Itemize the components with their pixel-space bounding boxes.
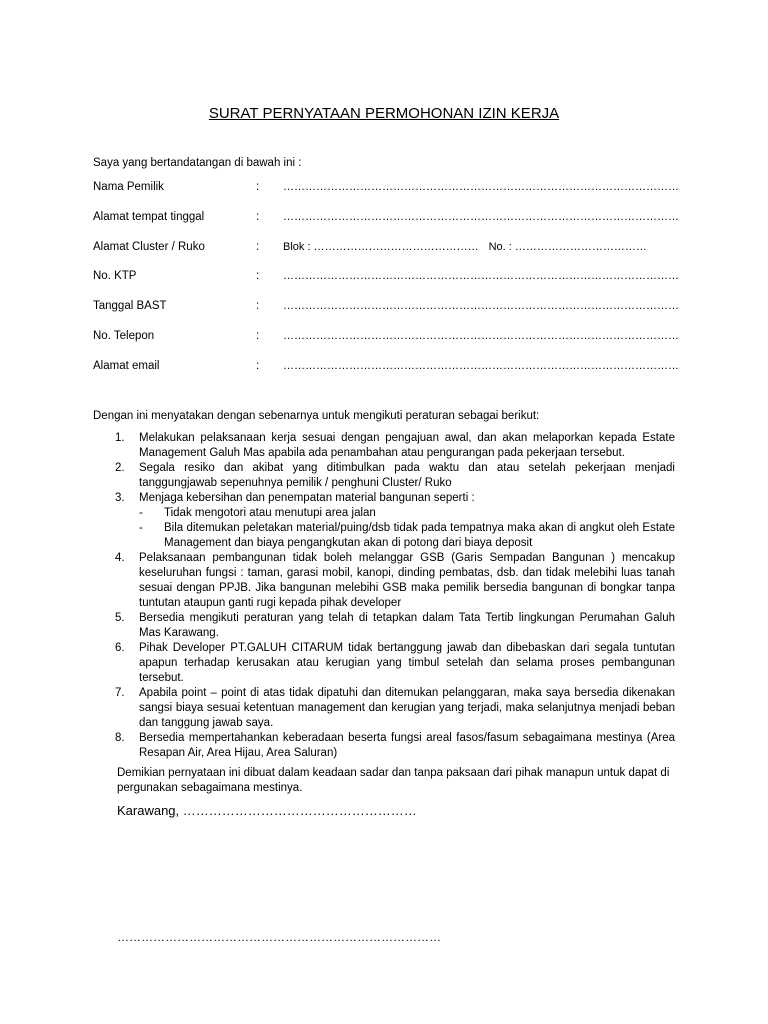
closing-text: Demikian pernyataan ini dibuat dalam keadaan sadar dan tanpa paksaan dari pihak manapun untuk dapat di pergunakan sebagaimana mestinya. xyxy=(117,767,670,794)
rule-text: Apabila point – point di atas tidak dipatuhi dan ditemukan pelanggaran, maka saya bersedia dikenakan sangsi biaya sesuai ketentuan management dan kerugian yang terjadi, maka selanjutnya menjadi beban dan tanggung jawab saya. xyxy=(139,687,675,729)
rule-number: 8. xyxy=(115,732,125,744)
rule-number: 7. xyxy=(115,687,125,699)
rule-item xyxy=(93,731,675,761)
field-cluster-address xyxy=(93,240,647,270)
rule-item xyxy=(93,641,675,686)
field-blank: ……………………………………………………………………………………………… xyxy=(283,210,679,223)
field-colon: : xyxy=(256,210,260,223)
sub-item xyxy=(139,506,675,521)
statement-text: Dengan ini menyatakan dengan sebenarnya untuk mengikuti peraturan sebagai berikut: xyxy=(93,410,540,422)
field-blank: ……………………………………………………………………………………………… xyxy=(283,300,679,313)
sub-dash: - xyxy=(139,507,143,519)
sub-list xyxy=(139,506,675,551)
rule-text: Segala resiko dan akibat yang ditimbulkan pada waktu dan atau setelah pekerjaan menjadi tanggungjawab sepenuhnya pemilik / penghuni Cluster/ Ruko xyxy=(139,462,675,489)
field-label: Tanggal BAST xyxy=(93,300,167,313)
field-colon: : xyxy=(256,300,260,313)
rule-text: Bersedia mempertahankan keberadaan beserta fungsi areal fasos/fasum sebagaimana mestinya (Area Resapan Air, Area Hijau, Area Saluran) xyxy=(139,732,675,759)
field-blank xyxy=(283,240,647,254)
field-colon: : xyxy=(256,329,260,342)
field-email xyxy=(93,359,679,389)
field-blank: ……………………………………………………………………………………………… xyxy=(283,181,679,193)
field-colon: : xyxy=(256,240,260,253)
identity-fields xyxy=(93,180,679,389)
rule-item xyxy=(93,686,675,731)
field-blank: ……………………………………………………………………………………………… xyxy=(283,270,679,283)
field-owner-name xyxy=(93,180,679,210)
sub-item xyxy=(139,521,675,551)
rule-text: Melakukan pelaksanaan kerja sesuai dengan pengajuan awal, dan akan melaporkan kepada Estate Management Galuh Mas apabila ada penambahan atau pengurangan pada pekerjaan tersebut. xyxy=(139,432,675,459)
rules-list xyxy=(93,431,675,761)
field-label: Nama Pemilik xyxy=(93,181,164,193)
field-label: No. KTP xyxy=(93,270,137,283)
sub-text: Tidak mengotori atau menutupi area jalan xyxy=(164,507,376,519)
field-home-address xyxy=(93,210,679,240)
field-phone xyxy=(93,329,679,359)
rule-number: 2. xyxy=(115,462,125,474)
number-blank: No. : ……………………………… xyxy=(488,240,647,253)
rule-text: Menjaga kebersihan dan penempatan material bangunan seperti : xyxy=(139,492,475,504)
blok-blank: Blok : ……………………………………… xyxy=(283,240,479,253)
rule-number: 4. xyxy=(115,552,125,564)
rule-number: 1. xyxy=(115,432,125,444)
field-label: Alamat email xyxy=(93,359,160,372)
field-ktp-number xyxy=(93,269,679,299)
rule-item xyxy=(93,461,675,491)
rule-item xyxy=(93,611,675,641)
field-colon: : xyxy=(256,270,260,283)
field-blank: ……………………………………………………………………………………………… xyxy=(283,359,679,372)
field-label: Alamat Cluster / Ruko xyxy=(93,240,205,253)
rule-item xyxy=(93,491,675,551)
intro-text: Saya yang bertandatangan di bawah ini : xyxy=(93,157,302,169)
field-label: No. Telepon xyxy=(93,329,155,342)
signature-line: ……………………………………………………………………… xyxy=(117,930,441,944)
rule-text: Pelaksanaan pembangunan tidak boleh melanggar GSB (Garis Sempadan Bangunan ) mencakup keseluruhan fungsi : taman, garasi mobil, kanopi, dinding pembatas, dsb. dan tidak melebihi luas tanah sesuai dengan PPJB. Jika bangunan melebihi GSB maka pemilik bersedia bangunan di bongkar tanpa tuntutan ataupun ganti rugi kepada pihak developer xyxy=(139,552,675,609)
field-blank: ……………………………………………………………………………………………… xyxy=(283,329,679,342)
field-colon: : xyxy=(256,359,260,372)
field-colon: : xyxy=(256,181,260,193)
sub-text: Bila ditemukan peletakan material/puing/dsb tidak pada tempatnya maka akan di angkut oleh Estate Management dan biaya pengangkutan akan di potong dari biaya deposit xyxy=(164,522,675,549)
place-date-line: Karawang, ……………………………………………… xyxy=(117,803,417,818)
rule-number: 5. xyxy=(115,612,125,624)
rule-number: 3. xyxy=(115,492,125,504)
field-bast-date xyxy=(93,299,679,329)
rule-number: 6. xyxy=(115,642,125,654)
rule-item xyxy=(93,431,675,461)
field-label: Alamat tempat tinggal xyxy=(93,210,205,223)
document-title: SURAT PERNYATAAN PERMOHONAN IZIN KERJA xyxy=(208,105,560,122)
rule-text: Pihak Developer PT.GALUH CITARUM tidak bertanggung jawab dan dibebaskan dari segala tuntutan apapun terhadap kerusakan atau kerugian yang timbul setelah dan selama proses pembangunan tersebut. xyxy=(139,642,675,684)
sub-dash: - xyxy=(139,522,143,534)
rule-item xyxy=(93,551,675,611)
rule-text: Bersedia mengikuti peraturan yang telah di tetapkan dalam Tata Tertib lingkungan Perumahan Galuh Mas Karawang. xyxy=(139,612,675,639)
